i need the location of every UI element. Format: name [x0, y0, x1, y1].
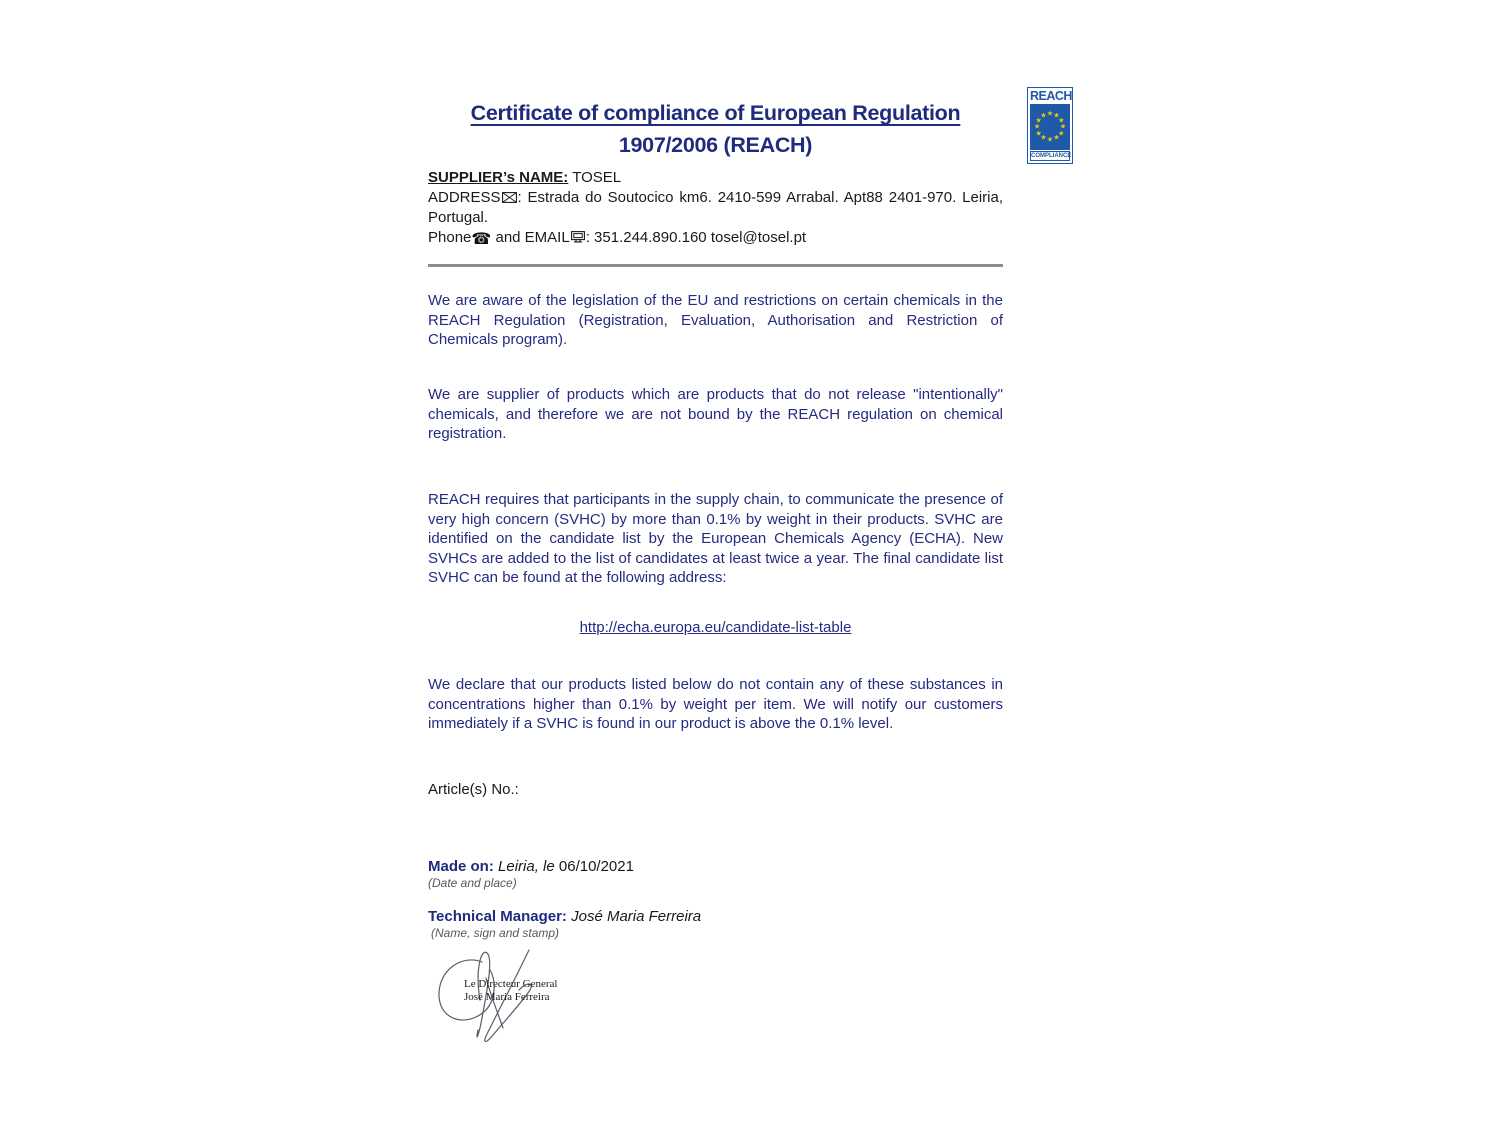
eu-star-icon: ★: [1035, 129, 1042, 137]
address-label: ADDRESS: [428, 188, 501, 206]
computer-icon: [571, 229, 585, 249]
eu-star-icon: ★: [1040, 111, 1047, 120]
contact-value: : 351.244.890.160 tosel@tosel.pt: [585, 228, 807, 246]
supplier-name-label: SUPPLIER’s NAME:: [428, 169, 569, 186]
eu-flag-icon: [1030, 104, 1070, 150]
eu-star-icon: ★: [1053, 133, 1060, 142]
reach-compliance-logo: [1027, 87, 1073, 164]
technical-manager-name: José Maria Ferreira: [571, 908, 702, 925]
technical-manager-line: [428, 908, 1003, 925]
eu-star-icon: ★: [1058, 116, 1065, 124]
eu-star-icon: ★: [1046, 109, 1054, 118]
paragraph-reach-requires: REACH requires that participants in the supply chain, to communicate the presence of very high concern (SVHC) by more than 0.1% by weight in their products. SVHC are identified on the candidate list by the European Chemicals Agency (ECHA). New SVHCs are added to the list of candidates at least twice a year. The final candidate list SVHC can be found at the following address:: [428, 491, 1003, 586]
paragraph-declare: We declare that our products listed below do not contain any of these substances in concentrations higher than 0.1% by weight per item. We will notify our customers immediately if a SVHC is found in our product is above the 0.1% level.: [428, 676, 1003, 732]
envelope-x-icon: [502, 189, 517, 209]
candidate-list-link[interactable]: http://echa.europa.eu/candidate-list-table: [579, 619, 852, 636]
candidate-list-link-line: [428, 619, 1003, 637]
reach-logo-label: REACH: [1030, 89, 1072, 103]
eu-star-icon: ★: [1058, 129, 1065, 137]
stamp-text: [464, 978, 557, 1004]
title-line1: Certificate of compliance of European Regulation: [470, 101, 961, 126]
name-sign-stamp-caption: (Name, sign and stamp): [431, 926, 560, 940]
paragraph-supplier: We are supplier of products which are products that do not release "intentionally" chemicals, and therefore we are not bound by the REACH regulation on chemical registration.: [428, 386, 1003, 442]
eu-star-icon: ★: [1059, 122, 1067, 131]
made-on-place: Leiria, le: [498, 858, 555, 875]
eu-star-icon: ★: [1035, 116, 1042, 124]
supplier-name-line: [428, 168, 1003, 188]
made-on-label: Made on:: [428, 858, 494, 875]
made-on-line: [428, 858, 1003, 875]
article-number-label: Article(s) No.:: [428, 781, 519, 798]
technical-manager-label: Technical Manager:: [428, 908, 567, 925]
title-line2: 1907/2006 (REACH): [618, 133, 813, 158]
paragraph-aware: We are aware of the legislation of the EU and restrictions on certain chemicals in the REACH Regulation (Registration, Evaluation, Authorisation and Restriction of Chemicals program).: [428, 292, 1003, 348]
eu-star-icon: ★: [1053, 111, 1060, 120]
phone-label: Phone: [428, 228, 472, 246]
signature-area: [430, 938, 580, 1063]
compliance-logo-label: COMPLIANCE: [1031, 153, 1072, 159]
supplier-block: [428, 168, 1003, 248]
supplier-address-line: [428, 188, 1003, 228]
eu-star-icon: ★: [1046, 135, 1054, 144]
supplier-name-value: TOSEL: [572, 169, 622, 186]
page-title: [428, 97, 1003, 161]
date-place-caption: (Date and place): [428, 876, 517, 890]
stamp-line2: José Maria Ferreira: [464, 991, 550, 1003]
address-value: : Estrada do Soutocico km6. 2410-599 Arrabal. Apt88 2401-970. Leiria, Portugal.: [428, 188, 1003, 226]
eu-star-icon: ★: [1033, 122, 1041, 131]
eu-star-icon: ★: [1040, 133, 1047, 142]
and-email-label: and EMAIL: [495, 228, 570, 246]
telephone-icon: ☎: [471, 228, 492, 248]
stamp-line1: Le Directeur General: [464, 978, 558, 990]
supplier-contact-line: [428, 228, 1003, 249]
divider: [428, 264, 1003, 267]
made-on-date: 06/10/2021: [558, 858, 634, 875]
